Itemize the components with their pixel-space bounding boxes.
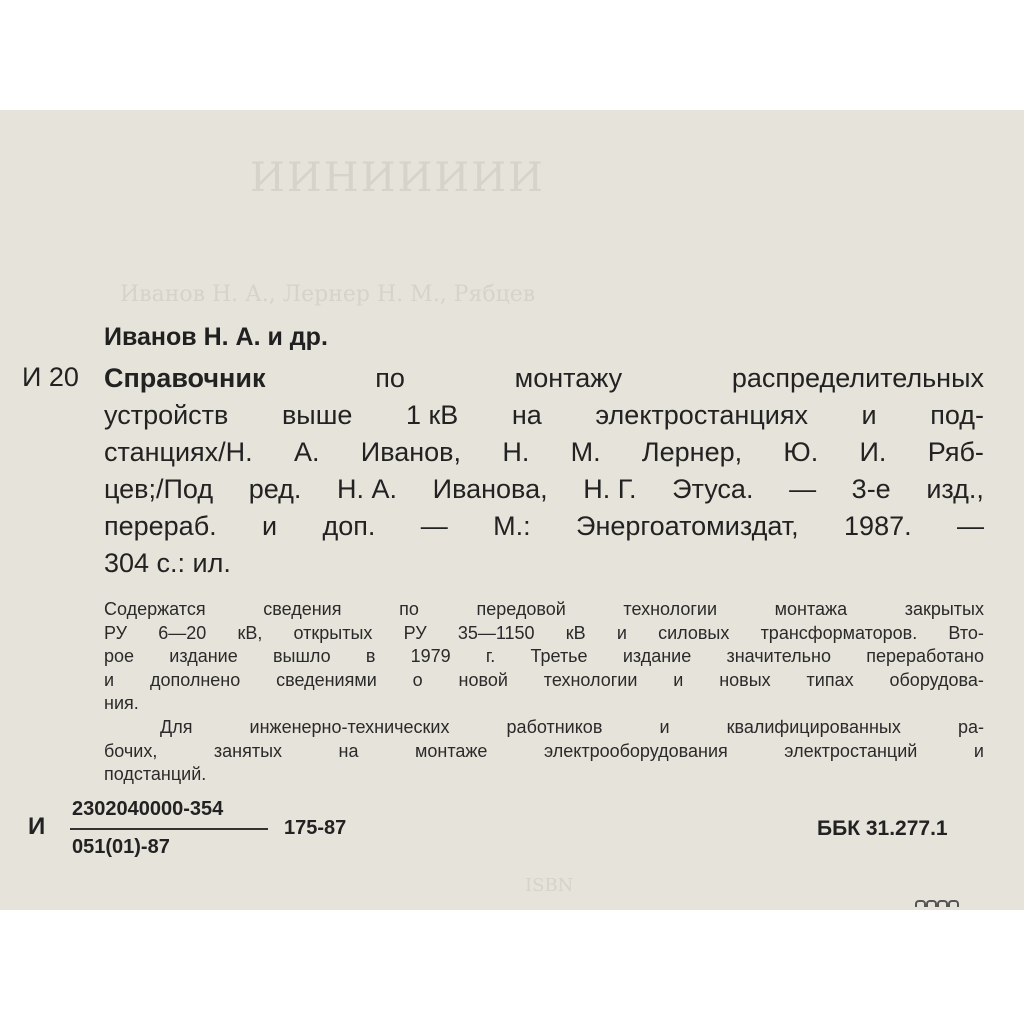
annotation-word: инженерно-технических bbox=[249, 716, 450, 737]
biblio-word: Иванова, bbox=[432, 474, 548, 504]
annotation-word: передовой bbox=[476, 599, 566, 619]
annotation-word: новой bbox=[458, 669, 508, 690]
annotation-word: значительно bbox=[726, 646, 832, 667]
biblio-line bbox=[104, 360, 984, 397]
cropped-number-fragment bbox=[915, 900, 965, 910]
annotation-word: дополнено bbox=[149, 669, 241, 690]
annotation-word: в bbox=[365, 646, 376, 667]
bleed-through-text: ISBN bbox=[525, 875, 574, 896]
annotation-word: квалифицированных bbox=[726, 716, 901, 737]
annotation-word: переработано bbox=[866, 646, 984, 667]
annotation-word: и bbox=[673, 669, 684, 690]
annotation bbox=[104, 598, 984, 787]
bibliographic-description bbox=[104, 360, 984, 582]
annotation-word: типах bbox=[806, 669, 854, 690]
fraction-bar bbox=[70, 828, 268, 830]
annotation-word: технологии bbox=[543, 669, 638, 690]
biblio-word: монтажу bbox=[514, 363, 623, 393]
biblio-word: М.: bbox=[493, 511, 531, 541]
biblio-word: под- bbox=[930, 400, 984, 430]
annotation-word: и bbox=[104, 669, 115, 690]
biblio-word: Лернер, bbox=[641, 437, 743, 467]
biblio-word: и bbox=[861, 400, 877, 430]
annotation-word: г. bbox=[485, 646, 496, 667]
biblio-word: Н. А. bbox=[337, 474, 398, 504]
author-heading: Иванов Н. А. и др. bbox=[104, 323, 328, 351]
annotation-word: оборудова- bbox=[889, 669, 984, 690]
biblio-word: И. bbox=[859, 437, 887, 467]
annotation-line bbox=[104, 716, 984, 740]
annotation-line bbox=[104, 645, 984, 669]
annotation-line bbox=[104, 669, 984, 693]
annotation-word: 1979 bbox=[410, 646, 451, 667]
biblio-word: Ряб- bbox=[927, 437, 984, 467]
biblio-word: Этуса. bbox=[672, 474, 754, 504]
biblio-word: 1 кВ bbox=[405, 400, 459, 430]
annotation-word: открытых bbox=[293, 622, 373, 643]
annotation-word: силовых bbox=[658, 622, 730, 643]
biblio-word: ред. bbox=[248, 474, 302, 504]
annotation-word: электрооборудования bbox=[543, 740, 728, 761]
annotation-line bbox=[104, 622, 984, 646]
annotation-word: издание bbox=[622, 646, 692, 667]
biblio-word: по bbox=[375, 363, 405, 393]
annotation-word: сведениями bbox=[276, 669, 377, 690]
annotation-word: и bbox=[659, 716, 670, 737]
annotation-word: 6—20 bbox=[158, 622, 207, 643]
biblio-word: Н. bbox=[502, 437, 530, 467]
catalog-numerator: 2302040000-354 bbox=[72, 798, 224, 820]
annotation-word: ния. bbox=[104, 693, 139, 714]
biblio-word: электростанциях bbox=[595, 400, 808, 430]
biblio-word: — bbox=[956, 511, 984, 541]
annotation-word: и bbox=[973, 740, 984, 761]
annotation-line bbox=[104, 598, 984, 622]
biblio-word: доп. bbox=[322, 511, 376, 541]
annotation-word: трансформаторов. bbox=[760, 622, 918, 643]
annotation-line bbox=[104, 763, 984, 787]
biblio-word: А. bbox=[293, 437, 320, 467]
bbk-classification: ББК 31.277.1 bbox=[817, 817, 948, 840]
biblio-word: Энергоатомиздат, bbox=[576, 511, 799, 541]
annotation-word: издание bbox=[169, 646, 238, 667]
annotation-word: монтаже bbox=[415, 740, 488, 761]
biblio-word: и bbox=[262, 511, 278, 541]
biblio-word: выше bbox=[281, 400, 353, 430]
biblio-word: станциях/Н. bbox=[104, 437, 253, 467]
annotation-line bbox=[104, 740, 984, 764]
biblio-line bbox=[104, 434, 984, 471]
biblio-word: устройств bbox=[104, 400, 229, 430]
biblio-word: Ю. bbox=[783, 437, 819, 467]
annotation-word: РУ bbox=[403, 622, 427, 643]
annotation-word: вышло bbox=[272, 646, 331, 667]
annotation-word: РУ bbox=[104, 622, 128, 643]
annotation-word: сведения bbox=[263, 599, 342, 619]
annotation-line bbox=[104, 692, 984, 716]
annotation-word: монтажа bbox=[774, 599, 848, 619]
annotation-word: занятых bbox=[213, 740, 283, 761]
catalog-denominator: 051(01)-87 bbox=[72, 836, 170, 858]
annotation-word: и bbox=[616, 622, 627, 643]
biblio-word: Н. Г. bbox=[583, 474, 637, 504]
catalog-code: 175-87 bbox=[284, 817, 347, 839]
biblio-line bbox=[104, 545, 984, 582]
annotation-word: рое bbox=[104, 646, 135, 667]
biblio-line bbox=[104, 397, 984, 434]
annotation-word: бочих, bbox=[104, 740, 158, 761]
annotation-word: работников bbox=[506, 716, 603, 737]
annotation-word: ра- bbox=[957, 716, 984, 737]
annotation-word: закрытых bbox=[904, 599, 984, 619]
annotation-word: кВ, bbox=[237, 622, 263, 643]
biblio-line bbox=[104, 471, 984, 508]
biblio-word: — bbox=[420, 511, 448, 541]
annotation-word: Третье bbox=[530, 646, 588, 667]
biblio-word: 3-е bbox=[851, 474, 891, 504]
biblio-word: на bbox=[511, 400, 542, 430]
annotation-word: электростанций bbox=[784, 740, 918, 761]
biblio-word: перераб. bbox=[104, 511, 217, 541]
book-title: Справочник bbox=[104, 363, 266, 393]
biblio-word: изд., bbox=[926, 474, 984, 504]
annotation-word: Содержатся bbox=[104, 599, 206, 619]
biblio-line bbox=[104, 508, 984, 545]
biblio-word: распределительных bbox=[731, 363, 984, 393]
catalog-letter: И bbox=[28, 813, 46, 840]
annotation-word: Вто- bbox=[948, 622, 984, 643]
bleed-through-text: Иванов Н. А., Лернер Н. М., Рябцев bbox=[120, 282, 536, 307]
catalog-index: И 20 bbox=[22, 362, 79, 392]
annotation-word: 35—1150 bbox=[457, 622, 535, 643]
biblio-word: Иванов, bbox=[360, 437, 462, 467]
annotation-word: новых bbox=[719, 669, 771, 690]
annotation-word: Для bbox=[160, 716, 193, 737]
annotation-word: по bbox=[399, 599, 419, 619]
annotation-word: на bbox=[338, 740, 359, 761]
biblio-word: М. bbox=[570, 437, 601, 467]
annotation-word: подстанций. bbox=[104, 764, 207, 785]
annotation-word: технологии bbox=[623, 599, 718, 619]
biblio-word: цев;/Под bbox=[104, 474, 214, 504]
biblio-word: 1987. bbox=[844, 511, 912, 541]
annotation-word: кВ bbox=[565, 622, 586, 643]
catalog-card bbox=[0, 110, 1024, 910]
annotation-word: о bbox=[412, 669, 423, 690]
bleed-through-text: ИИНИИИИИ bbox=[250, 155, 546, 201]
biblio-word: — bbox=[789, 474, 817, 504]
page-count: 304 с.: ил. bbox=[104, 548, 231, 578]
